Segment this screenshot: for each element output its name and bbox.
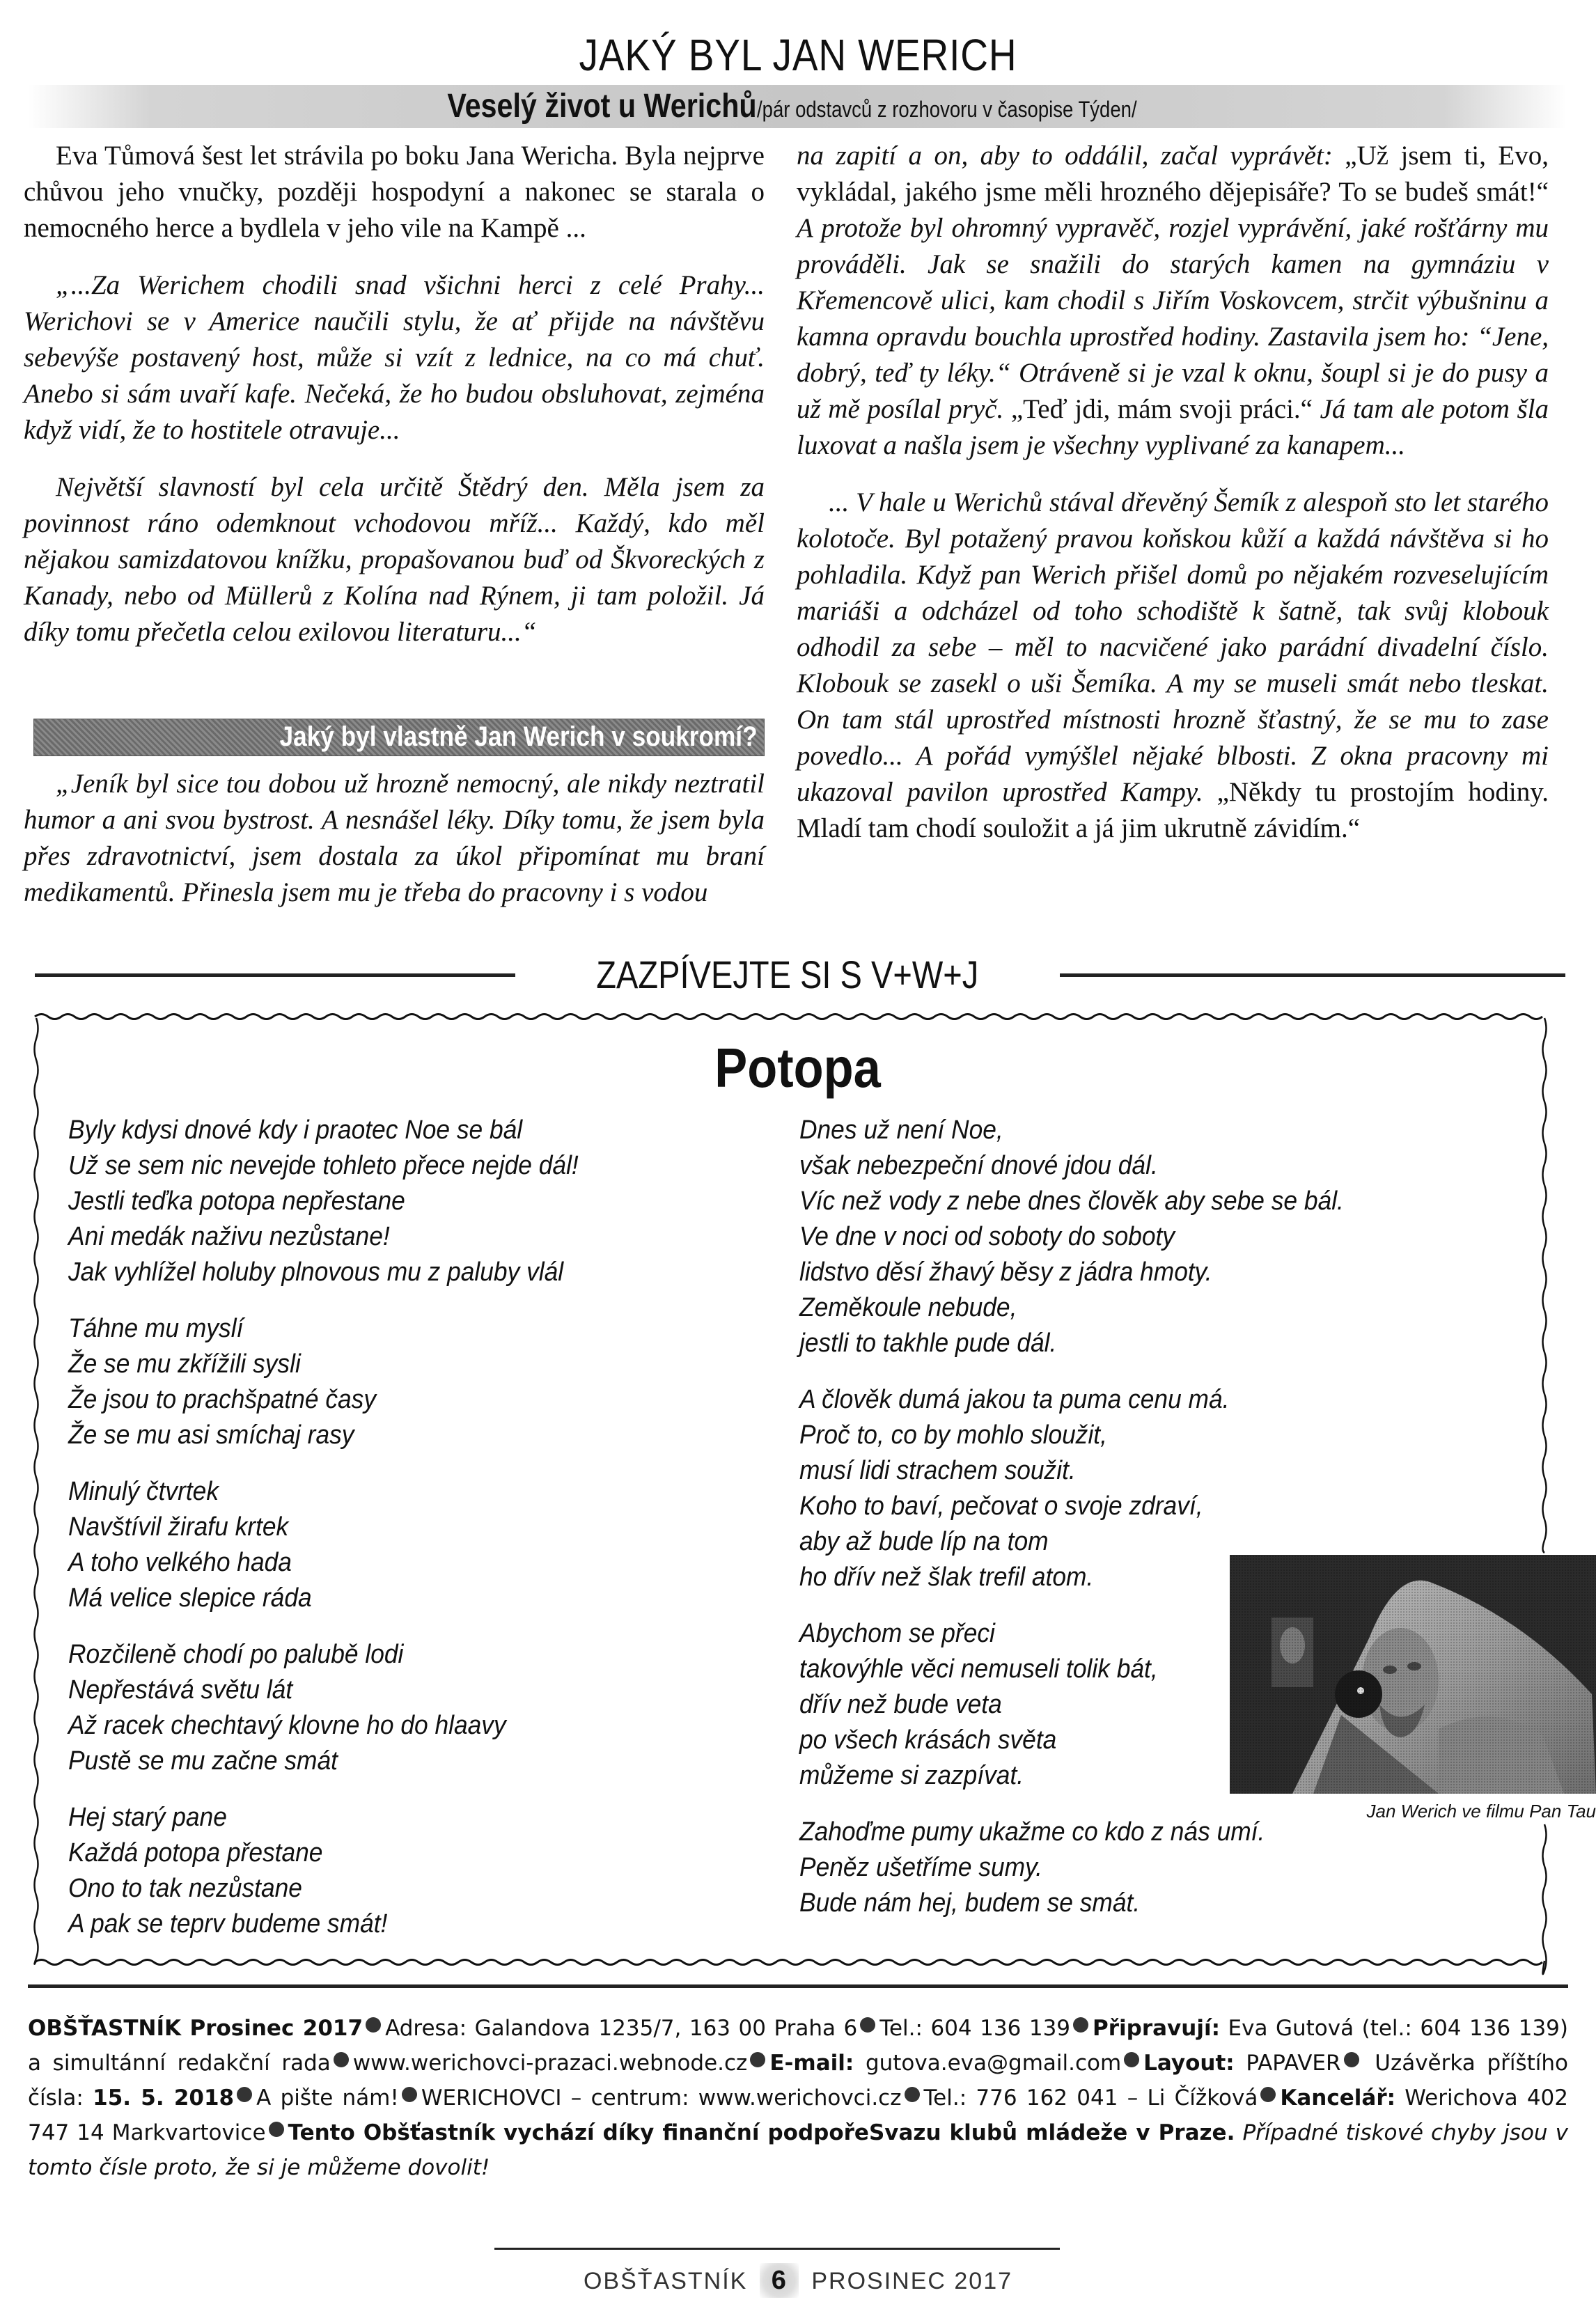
bullet-icon [366, 2017, 381, 2033]
bullet-icon [1344, 2052, 1359, 2067]
article-left-column-continued [24, 766, 765, 911]
lyric-line: Navštívil žirafu krtek [68, 1512, 289, 1542]
song-title [0, 1035, 1596, 1102]
lyric-line: A pak se teprv budeme smát! [68, 1909, 388, 1939]
bullet-icon [860, 2017, 875, 2033]
text-run: na zapití a on, aby to oddálil, začal vyprávět: [797, 141, 1345, 171]
imprint [28, 2011, 1568, 2185]
lyric-line: Bude nám hej, budem se smát. [799, 1888, 1141, 1918]
section-heading [33, 719, 758, 755]
lyric-line: Ani medák naživu nezůstane! [68, 1222, 390, 1251]
stanza-gap [799, 1361, 1524, 1382]
lyric-line: takovýhle věci nemuseli tolik bát, [799, 1654, 1158, 1684]
text-run: A protože byl ohromný vypravěč, rozjel vyprávění, jaké rošťárny mu prováděli. Jak se snažili do starých kamen na gymnáziu v Křemencově ulici, kam chodil s Jiřím Voskovcem, strčit výbušninu a kamna opravdu bouchla uprostřed hodiny. Zastavila jsem ho: “Jene, dobrý, teď ty léky.“ Otráveně si je vzal k oknu, šoupl si je do pusy a už mě posílal pryč. [797, 213, 1549, 424]
page-folio [0, 2263, 1596, 2299]
footer-divider [28, 1984, 1568, 1988]
divider [1060, 973, 1565, 977]
lyric-line: však nebezpeční dnové jdou dál. [799, 1151, 1158, 1180]
paragraph: Eva Tůmová šest let strávila po boku Jana Wericha. Byla nejprve chůvou jeho vnučky, později hospodyní a nakonec se starala o nemocného herce a bydlela v jeho vile na Kampě ... [24, 141, 765, 243]
lyric-line: Že jsou to prachšpatné časy [68, 1385, 376, 1414]
article-left-column [24, 138, 765, 650]
stanza-gap [68, 1290, 779, 1311]
support-note: Tento Obšťastník vychází díky finanční podpořeSvazu klubů mládeže v Praze. [288, 2120, 1235, 2145]
office-address: Werichova 402 747 14 Markvartovice [28, 2085, 1569, 2145]
wavy-border-left [35, 1018, 38, 1964]
lyric-line: ho dřív než šlak trefil atom. [799, 1563, 1094, 1592]
lyric-line: Jestli teďka potopa nepřestane [68, 1187, 405, 1216]
lyric-line: Že se mu zkřížili sysli [68, 1349, 301, 1379]
editors: Eva Gutová (tel.: 604 136 139) a simultánní redakční rada [28, 2016, 1569, 2076]
section-title-text: ZAZPÍVEJTE SI S V+W+J [596, 953, 979, 996]
lyric-line: A člověk dumá jakou ta puma cenu má. [799, 1385, 1230, 1414]
layout-label: Layout: [1143, 2051, 1235, 2076]
wavy-border-bottom [35, 1960, 1542, 1965]
quote-run: „Někdy tu prostojím hodiny. Mladí tam chodí souložit a já jim ukrutně závidím.“ [797, 777, 1549, 843]
lyric-line: Ve dne v noci od soboty do soboty [799, 1222, 1175, 1251]
lyric-line: Rozčileně chodí po palubě lodi [68, 1640, 404, 1669]
lyric-line: Táhne mu myslí [68, 1314, 244, 1343]
phone: Tel.: 604 136 139 [879, 2016, 1071, 2041]
publication-name: OBŠŤASTNÍK Prosinec 2017 [28, 2016, 363, 2041]
page-number: 6 [760, 2263, 799, 2298]
stanza [68, 1637, 779, 1779]
bullet-icon [905, 2087, 920, 2102]
lyric-line: aby až bude líp na tom [799, 1527, 1049, 1556]
wavy-border-right [1543, 1824, 1547, 1974]
lyric-line: musí lidi strachem soužit. [799, 1456, 1076, 1485]
phone-2: Tel.: 776 162 041 – Li Čížková [923, 2085, 1258, 2111]
lyric-line: Proč to, co by mohlo sloužit, [799, 1420, 1107, 1450]
folio-divider [494, 2248, 1060, 2250]
centrum-link[interactable]: WERICHOVCI – centrum: www.werichovci.cz [421, 2085, 902, 2111]
paragraph [797, 138, 1549, 464]
bullet-icon [1073, 2017, 1088, 2033]
divider [35, 973, 515, 977]
article-right-column [797, 138, 1549, 847]
lyric-line: Dnes už není Noe, [799, 1115, 1003, 1145]
lyric-line: Už se sem nic nevejde tohleto přece nejde dál! [68, 1151, 579, 1180]
stanza [68, 1311, 779, 1453]
stanza-gap [68, 1779, 779, 1800]
bullet-icon [269, 2122, 284, 2137]
lyric-line: jestli to takhle pude dál. [799, 1329, 1057, 1358]
folio-issue: PROSINEC 2017 [811, 2268, 1013, 2294]
bullet-icon [1260, 2087, 1276, 2102]
lyric-line: Že se mu asi smíchaj rasy [68, 1420, 354, 1450]
lyric-line: Jak vyhlížel holuby plnovous mu z paluby vlál [68, 1258, 564, 1287]
stanza-gap [68, 1616, 779, 1637]
lyric-line: Má velice slepice ráda [68, 1583, 312, 1613]
lyric-line: po všech krásách světa [799, 1725, 1057, 1755]
imprint-text [28, 2011, 1568, 2185]
stanza [68, 1113, 779, 1290]
section-title [515, 952, 1060, 998]
quote-run: „Už jsem ti, Evo, vykládal, jakého jsme měli hrozného dějepisáře? To se budeš smát!“ [797, 141, 1549, 207]
office-label: Kancelář: [1280, 2085, 1396, 2111]
song-lyrics-left [68, 1113, 779, 1942]
page-title: JAKÝ BYL JAN WERICH [579, 30, 1017, 80]
subtitle-note: /pár odstavců z rozhovoru v časopise Týden/ [757, 97, 1137, 122]
write-us: A pište nám! [256, 2085, 399, 2111]
lyric-line: Byly kdysi dnové kdy i praotec Noe se bál [68, 1115, 523, 1145]
address: Adresa: Galandova 1235/7, 163 00 Praha 6 [385, 2016, 858, 2041]
folio-publication: OBŠŤASTNÍK [583, 2268, 748, 2294]
paragraph: „...Za Werichem chodili snad všichni herci z celé Prahy... Werichovi se v Americe naučili stylu, že ať přijde na návštěvu sebevýše postavený host, může si vzít z lednice, na co má chuť. Anebo si sám uvaří kafe. Nečeká, že ho budou obsluhovat, zejména když vidí, že to hostitele otravuje... [24, 270, 765, 445]
layout-value: PAPAVER [1246, 2051, 1341, 2076]
wavy-border-top [35, 1015, 1542, 1019]
editors-label: Připravují: [1093, 2016, 1220, 2041]
stanza-gap [68, 1453, 779, 1474]
stanza [68, 1474, 779, 1616]
bullet-icon [237, 2087, 252, 2102]
subtitle-bold: Veselý život u Werichů [447, 88, 758, 125]
lyric-line: Ono to tak nezůstane [68, 1874, 302, 1903]
lyric-line: Pustě se mu začne smát [68, 1746, 338, 1776]
lyric-line: Zahoďme pumy ukažme co kdo z nás umí. [799, 1817, 1265, 1847]
song-title-text: Potopa [714, 1037, 882, 1099]
stanza [68, 1800, 779, 1942]
lyric-line: Minulý čtvrtek [68, 1477, 219, 1506]
section-heading-text: Jaký byl vlastně Jan Werich v soukromí? [279, 721, 758, 752]
lyric-line: Hej starý pane [68, 1803, 227, 1832]
paragraph [797, 485, 1549, 847]
lyric-line: Zeměkoule nebude, [799, 1293, 1017, 1322]
bullet-icon [1124, 2052, 1139, 2067]
lyric-line: A toho velkého hada [68, 1548, 292, 1577]
lyric-line: lidstvo děsí žhavý běsy z jádra hmoty. [799, 1258, 1212, 1287]
bullet-icon [750, 2052, 765, 2067]
lyric-line: Nepřestává světu lát [68, 1675, 293, 1705]
lyric-line: Koho to baví, pečovat o svoje zdraví, [799, 1491, 1203, 1521]
quote-run: „Teď jdi, mám svoji práci.“ [1010, 394, 1313, 424]
bullet-icon [334, 2052, 349, 2067]
lyric-line: Každá potopa přestane [68, 1838, 323, 1868]
photo-illustration [1230, 1555, 1596, 1794]
lyric-line: Abychom se přeci [799, 1619, 995, 1648]
photo-caption: Jan Werich ve filmu Pan Tau [1366, 1801, 1596, 1822]
website-link[interactable]: www.werichovci-prazaci.webnode.cz [352, 2051, 748, 2076]
photo-jan-werich [1230, 1555, 1596, 1794]
lyric-line: můžeme si zazpívat. [799, 1761, 1024, 1790]
lyric-line: Víc než vody z nebe dnes člověk aby sebe se bál. [799, 1187, 1344, 1216]
deadline-value: 15. 5. 2018 [93, 2085, 235, 2111]
stanza [799, 1113, 1524, 1361]
text-run: Já tam ale potom šla luxovat a našla jsem je všechny vyplivané za kanapem... [797, 394, 1549, 460]
email-label: E-mail: [769, 2051, 854, 2076]
bullet-icon [402, 2087, 417, 2102]
email-link[interactable]: gutova.eva@gmail.com [865, 2051, 1122, 2076]
lyric-line: dřív než bude veta [799, 1690, 1002, 1719]
deadline-label: Uzávěrka příštího čísla: [28, 2051, 1569, 2111]
text-run: ... V hale u Werichů stával dřevěný Šemík z alespoň sto let starého kolotoče. Byl potažený pravou koňskou kůží a každá návštěva si ho pohladila. Když pan Werich přišel domů po nějakém rozveselujícím mariáši a odcházel od toho schodiště k šatně, tak svůj klobouk odhodil za sebe – měl to nacvičené jako parádní divadelní číslo. Klobouk se zasekl o uši Šemíka. A my se museli smát nebo tleskat. On tam stál uprostřed místnosti hrozně šťastný, že se mu to zase povedlo... A pořád vymýšlel nějaké blbosti. Z okna pracovny mi ukazoval pavilon uprostřed Kampy. [797, 487, 1549, 807]
paragraph: „Jeník byl sice tou dobou už hrozně nemocný, ale nikdy neztratil humor a ani svou bystrost. A nesnášel léky. Díky tomu, že jsem byla přes zdravotnictví, jsem dostala za úkol připomínat mu braní medikamentů. Přinesla jsem mu je třeba do pracovny i s vodou [24, 769, 765, 907]
lyric-line: Peněz ušetříme sumy. [799, 1853, 1042, 1882]
paragraph: Největší slavností byl cela určitě Štědrý den. Měla jsem za povinnost ráno odemknout vchodovou mříž... Každý, kdo měl nějakou samizdatovou knížku, propašovanou buď od Škvoreckých z Kanady, nebo od Müllerů z Kolína nad Rýnem, ji tam položil. Já díky tomu přečetla celou exilovou literaturu...“ [24, 472, 765, 647]
lyric-line: Až racek chechtavý klovne ho do hlaavy [68, 1711, 506, 1740]
disclaimer: Případné tiskové chyby jsou v tomto čísle proto, že si je můžeme dovolit! [28, 2120, 1569, 2180]
stanza [799, 1815, 1524, 1921]
article-subtitle [0, 86, 1596, 127]
